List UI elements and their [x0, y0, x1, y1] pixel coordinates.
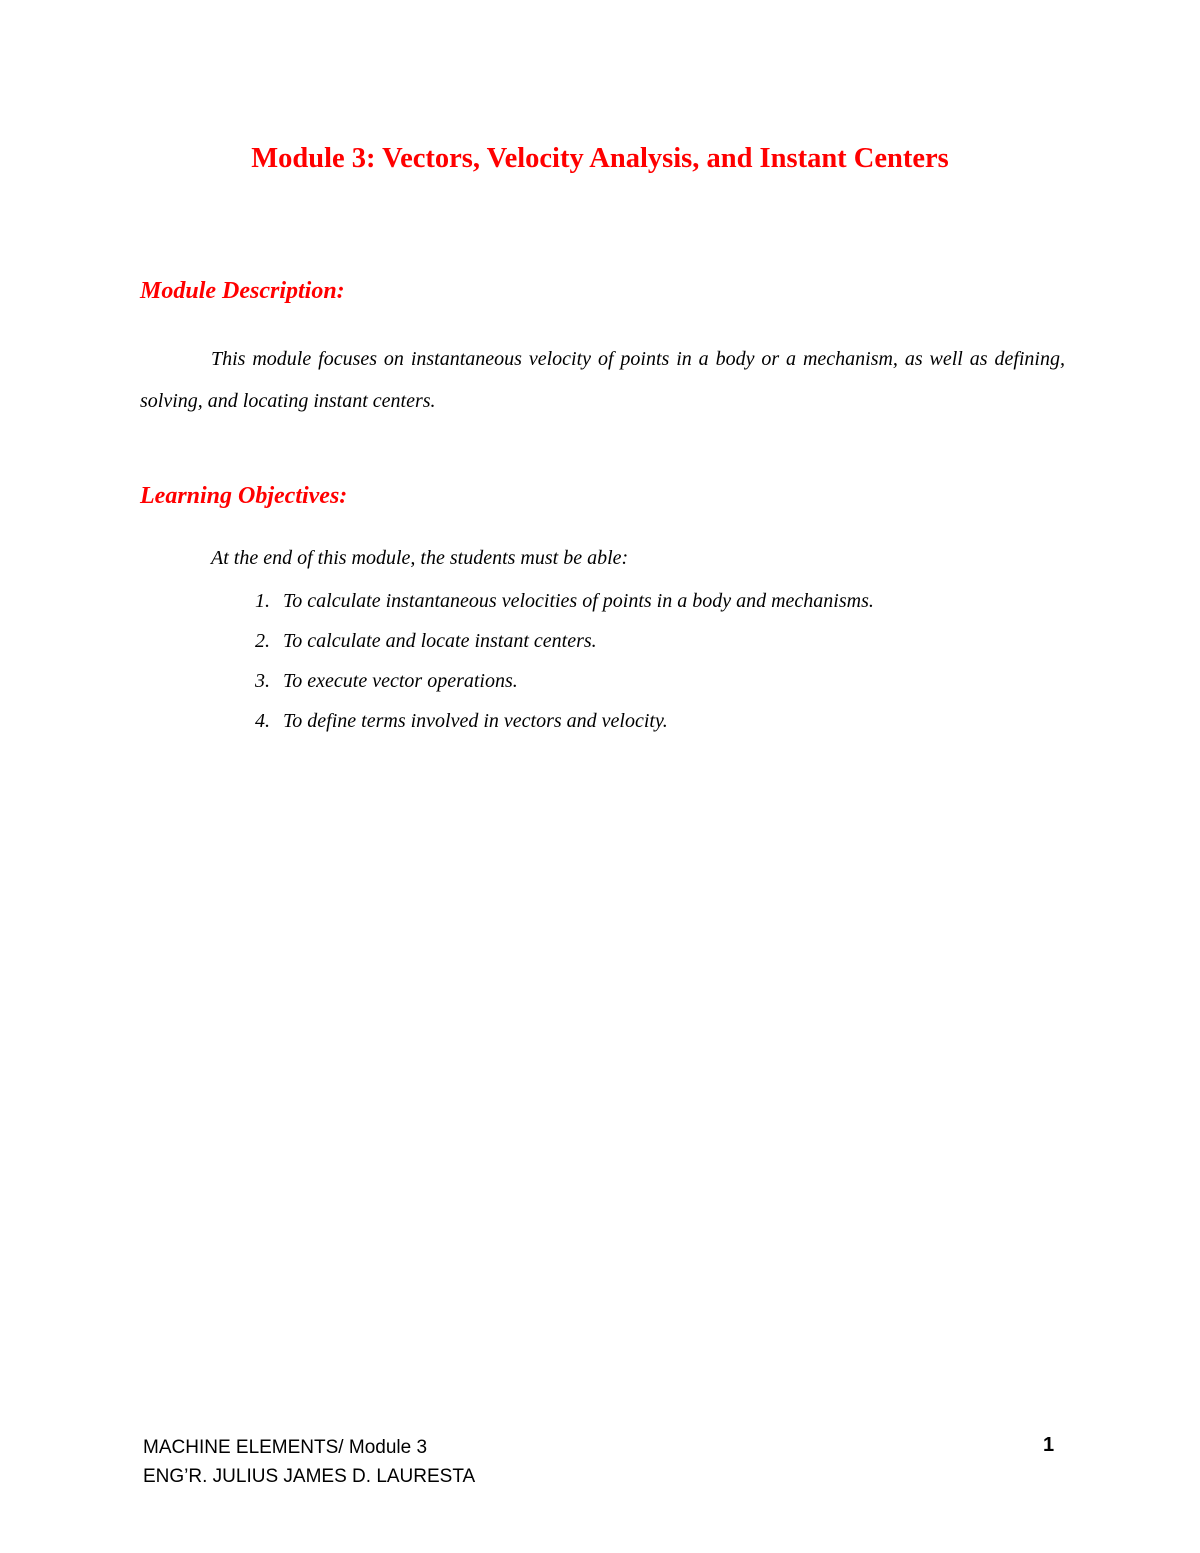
objective-text: To execute vector operations. — [283, 670, 518, 692]
learning-objectives-heading: Learning Objectives: — [140, 483, 348, 509]
objective-number: 3. — [255, 670, 270, 692]
page-footer — [143, 1433, 475, 1491]
module-description-heading: Module Description: — [140, 278, 345, 304]
objective-number: 2. — [255, 630, 270, 652]
objective-text: To define terms involved in vectors and velocity. — [283, 710, 668, 732]
objectives-list — [255, 588, 874, 748]
objectives-intro: At the end of this module, the students must be able: — [211, 547, 629, 569]
objective-item — [255, 708, 874, 748]
footer-course: MACHINE ELEMENTS/ Module 3 — [143, 1437, 428, 1458]
objective-text: To calculate instantaneous velocities of points in a body and mechanisms. — [283, 590, 874, 612]
objective-text: To calculate and locate instant centers. — [283, 630, 597, 652]
objective-number: 4. — [255, 710, 270, 732]
module-title: Module 3: Vectors, Velocity Analysis, and Instant Centers — [251, 143, 949, 174]
objective-item — [255, 628, 874, 668]
module-description-text: This module focuses on instantaneous velocity of points in a body or a mechanism, as well as defining, solving, and locating instant centers. — [140, 348, 1065, 412]
page-number: 1 — [1043, 1434, 1055, 1456]
objective-item — [255, 668, 874, 708]
objective-number: 1. — [255, 590, 270, 612]
footer-author: ENG’R. JULIUS JAMES D. LAURESTA — [143, 1466, 476, 1487]
objective-item — [255, 588, 874, 628]
